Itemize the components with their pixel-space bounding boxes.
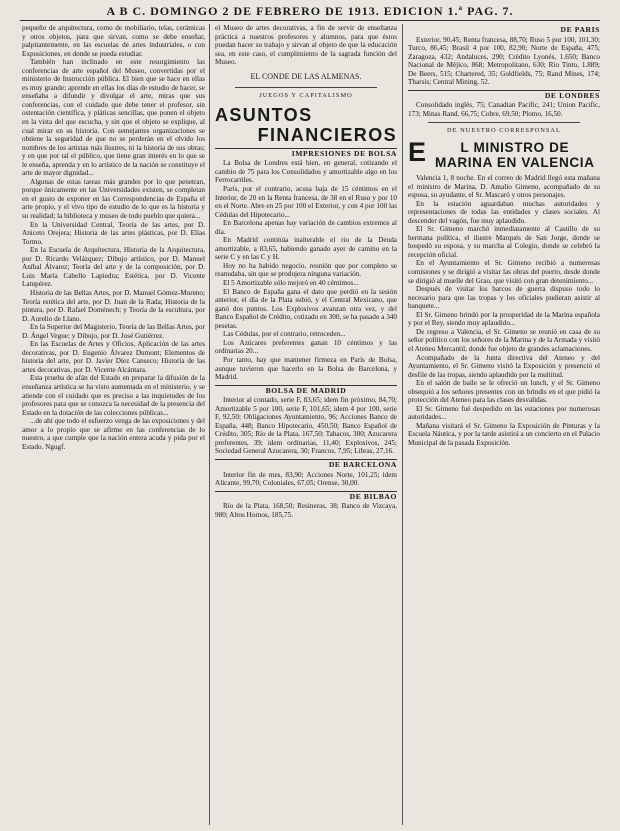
- article-paragraph: Después de visitar los barcos de guerra dispuso todo lo necesario para que las tropas y los oficiales pudieran asistir al banquete...: [408, 285, 600, 311]
- quotes-madrid: Interior al contado, serie F, 83,65; idem fin próximo, 84,70; Amortizable 5 por 100, serie F, 101,65; idem 4 por 100, serie F, 92,50; Obligaciones Ayuntamiento, 96; Acciones Banco de España, 448; Banco Hipotecario, 450,50; Banco Español de Crédito, 305; Río de la Plata, 167,50; Tabacos, 380; Azucarera preferentes, 39; idem ordinarias, 11,40; Explosivos, 245; Sociedad General Azucarera, 30; Francos, 7,95; Libras, 27,16.: [215, 396, 397, 456]
- article-paragraph: La Bolsa de Londres está bien, en general, cotizando el cambio de 75 para los Consolidados y amortizable algo en los Ferrocarriles.: [215, 159, 397, 185]
- column-divider: [402, 24, 403, 825]
- article-paragraph: el Museo de artes decorativas, a fin de servir de enseñanza práctica a nuestros profesores y alumnos, para que éstos puedan hacer su trabajo y sirvan al objeto de que la educación sea, en este caso, el cumplimiento de la sagrada función del Museo.: [215, 24, 397, 67]
- article-paragraph: El Sr. Gimeno marchó inmediatamente al Castillo de su hermana política, el ilustre Marqués de San Jorge, donde se hospedó su esposa, y su marcha al Colegio, donde se celebró la recepción oficial.: [408, 225, 600, 259]
- section-kicker: DE NUESTRO CORRESPONSAL: [447, 127, 561, 135]
- article-paragraph: En Madrid continúa inalterable el rio de la Deuda amortizable, a 83,65, habiendo ganado ayer de camino en la serie C y en las C y H.: [215, 236, 397, 262]
- article-paragraph: Historia de las Bellas Artes, por D. Manuel Gómez-Moreno; Teoría estética del arte, por D. Juan de la Rada; Historia de la pintura, por D. Rafael Doménech; y Teoría de la escultura, por D. Aurelio de Llano.: [22, 288, 205, 323]
- article-paragraph: En la Universidad Central, Teoría de las artes, por D. Aniceto Orejera; Historia de las artes plásticas, por D. Elías Tormo.: [22, 220, 205, 246]
- article-paragraph: París, por el contrario, acusa baja de 15 céntimos en el Interior, de 20 en la Renta francesa, de 38 en el Ruso y por 10 en el Norte. Abre en 25 por 100 el Exterior, y con 4 por 100 las Cédulas del Hipotecario...: [215, 185, 397, 219]
- article-paragraph: El Banco de España gana el dato que perdió en la sesión anterior, el día de la Plata subió, y el Central Mexicano, que ganó dos puntos. Los Explosivos avanzan otra vez, y del Banco Español de Crédito, cotizado en 300, se ha pasado a 340 pesetas.: [215, 287, 397, 330]
- article-paragraph: En la Superior del Magisterio, Teoría de las Bellas Artes, por D. Ángel Vegue; y Dibujo, por D. José Gutiérrez.: [22, 323, 205, 340]
- column-divider: [209, 24, 210, 825]
- quotes-paris: Exterior, 90,45; Renta francesa, 88,70; Ruso 5 por 100, 101,30; Turco, 86,45; Brasil 4 por 100, 82,90; Norte de España, 475; Zaragoza, 432; Andaluces, 290; Crédito Lyonés, 1.650; Banco Nacional de Méjico, 868; Metropolitano, 630; Río Tinto, 1.889; De Beers, 515; Chartered, 35; Goldfields, 75; Rand Mines, 174; Tharsis; Central Mining, 52.: [408, 35, 600, 87]
- headline-asuntos: ASUNTOS: [215, 104, 313, 125]
- article-paragraph: En el Ayuntamiento el Sr. Gimeno recibió a numerosas comisiones y se dirigió a visitar las obras del puerto, desde donde se dirigió al muelle del Grao, que visitó con gran detenimiento...: [408, 259, 600, 285]
- article-paragraph: ...de ahí que todo el esfuerzo venga de las exposiciones y del amor a lo propio que se afirme en las conferencias de lo nuestro, a que cumple que la nación entera acuda y pida por el Estado. Ngugf.: [22, 417, 205, 451]
- article-paragraph: Valencia 1, 8 noche. En el correo de Madrid llegó esta mañana el ministro de Marina, D. Amalio Gimeno, acompañado de su esposa, su ayudante, el Sr. Mascaró y otros personajes.: [408, 174, 600, 200]
- article-paragraph: Las Cédulas, por el contrario, retroceden...: [223, 330, 346, 339]
- article-paragraph: El Sr. Gimeno brindó por la prosperidad de la Marina española y por el Rey, siendo muy aplaudido...: [408, 310, 600, 328]
- section-kicker: JUEGOS Y CAPITALISMO: [259, 92, 353, 100]
- headline-financieros: FINANCIEROS: [257, 124, 397, 145]
- article-paragraph: El Sr. Gimeno fué despedido en las estaciones por numerosas autoridades...: [408, 404, 600, 422]
- column-arts-article: [22, 24, 205, 827]
- column-minister: [408, 24, 600, 827]
- article-paragraph: Acompañado de la Junta directiva del Ateneo y del Ayuntamiento, el Sr. Gimeno visitó la Exposición y presenció el desfile de las tropas, siendo aplaudido por la multitud.: [408, 353, 600, 379]
- subhead-paris: DE PARIS: [560, 25, 600, 34]
- article-paragraph: En la estación aguardaban muchas autoridades y representaciones de todas las entidades y clases sociales. Al descender del vagón, fue muy aplaudido.: [408, 199, 600, 225]
- article-paragraph: El 5 Amortizable sólo mejoró en 40 céntimos...: [223, 279, 359, 288]
- article-paragraph: Los Azúcares preferentes ganan 10 céntimos y las ordinarias 20...: [215, 338, 397, 356]
- subhead-impresiones: IMPRESIONES DE BOLSA: [215, 148, 397, 159]
- article-paragraph: En el salón de baile se le ofreció un lunch, y el Sr. Gimeno obsequió a los señores presentes con un brindis en el que pidió la protección del Ateneo para las clases desvalidas.: [408, 379, 600, 405]
- headline-minister: [408, 137, 600, 171]
- quotes-londres: Consolidado inglés, 75; Canadian Pacific, 241; Union Pacific, 173; Minas Rand, 66,75; Cobre, 69,50; Plomo, 16,50.: [408, 101, 600, 118]
- headline-text: L MINISTRO DE MARINA EN VALENCIA: [435, 140, 595, 171]
- article-paragraph: Mañana visitará el Sr. Gimeno la Exposición de Pinturas y la Escuela Náutica, y por la tarde asistirá a un concierto en el Palacio Municipal de la pasada Exposición.: [408, 421, 600, 447]
- article-byline: EL CONDE DE LAS ALMENAS.: [250, 71, 362, 81]
- article-paragraph: En las Escuelas de Artes y Oficios, Aplicación de las artes decorativas, por D. Eugenio Álvarez Dumont; Elementos de historia del arte, por D. Javier Díez Canseco; Historia de las artes decorativas, por D. Vicente Alcántara.: [22, 340, 205, 374]
- article-paragraph: Hoy no ha habido negocio, reunión que por completo se reanudaba, sin que se produjera ninguna variación.: [215, 261, 397, 279]
- article-paragraph: En la Escuela de Arquitectura, Historia de la Arquitectura, por D. Ricardo Velázquez; Dibujo artístico, por D. Manuel Aníbal Álvarez; Teoría del arte y de la composición, por D. Luis María Cabello Lapiedra; Estética, por D. Vicente Lampérez.: [22, 246, 205, 289]
- article-paragraph: pequeño de arquitectura, como de mobiliario, telas, cerámicas y otros objetos, para que sirvan, como se debe enseñar, palpitantemente, en las escuelas de artes industriales, o con Exposiciones, en donde se pueda estudiar.: [22, 24, 205, 58]
- article-paragraph: Algunas de estas tareas más grandes por lo que penetran, porque únicamente en las Universidades existen, se completan en el gusto de exponer en las Correspondencias de España el arte propio, y el vivo tipo de estudio de lo que es la historia y su realidad; la biblioteca y museo de todo pueblo que quiera...: [22, 177, 205, 221]
- subhead-barcelona: DE BARCELONA: [215, 459, 397, 470]
- article-paragraph: También han inclinado en este resurgimiento las conferencias de arte español del Museo, convertidas por el ministerio de Instrucción pública. El bien que se hace en ellas es muy grande; aprende en ellas los días de estudio de hacer, se enseñaba a difundir y divulgar el arte, miras que sus conferencias, con el cuidado que debe tener el profesor, sin ostentación científica, y pláticas sencillas, que ponen el objeto en la vista del que escucha, y sin que el objeto se explique, al cual mirar en su historia. Con semejantes organizaciones se obtiene la seguridad de que no se perderán en el olvido los nombres de los artistas más ilustres, ni la historia de sus obras; y en que por tal el público, que tiene gran interés en lo que se le enseña, aprenda y en lo artístico de la nación se constituye el arte de mayor dignidad...: [22, 58, 205, 178]
- quotes-bilbao: Río de la Plata, 168,50; Resineras, 38; Banco de Vizcaya, 980; Altos Hornos, 185,75.: [215, 502, 397, 519]
- separator-rule: [235, 87, 377, 88]
- column-finance: [215, 24, 397, 827]
- page-masthead: A B C. DOMINGO 2 DE FEBRERO DE 1913. EDICION 1.ª PAG. 7.: [20, 2, 600, 21]
- article-paragraph: En Barcelona apenas hay variación de cambios extremos al día.: [215, 219, 397, 236]
- subhead-londres: DE LONDRES: [408, 90, 600, 101]
- subhead-bilbao: DE BILBAO: [215, 491, 397, 502]
- article-paragraph: Esta prueba de afán del Estado en preparar la difusión de la enseñanza artística se ha visto aumentada en el ministerio, y se atiende con el cuidado que es preciso a las inquietudes de los profesores para que se conozca la necesidad de la presencia del Estado en la dotación de las colecciones públicas...: [22, 374, 205, 417]
- article-paragraph: De regreso a Valencia, el Sr. Gimeno se reunió en casa de su señor político con los señores de la Marina y de la Armada y visitó el Ateneo Mercantil, donde fue objeto de grandes aclamaciones.: [408, 327, 600, 353]
- article-paragraph: Por tanto, hay que mantener firmeza en París de Bolsa, aunque tuvieron que hacerlo en la Bolsa de Barcelona, y Madrid.: [215, 355, 397, 382]
- quotes-barcelona: Interior fin de mes, 83,90; Acciones Norte, 101,25; idem Alicante, 99,70; Coloniales, 67,05; Orense, 30,00.: [215, 470, 397, 488]
- separator-rule: [428, 122, 580, 123]
- headline-dropcap: E: [408, 137, 427, 168]
- subhead-bolsa-madrid: BOLSA DE MADRID: [215, 385, 397, 396]
